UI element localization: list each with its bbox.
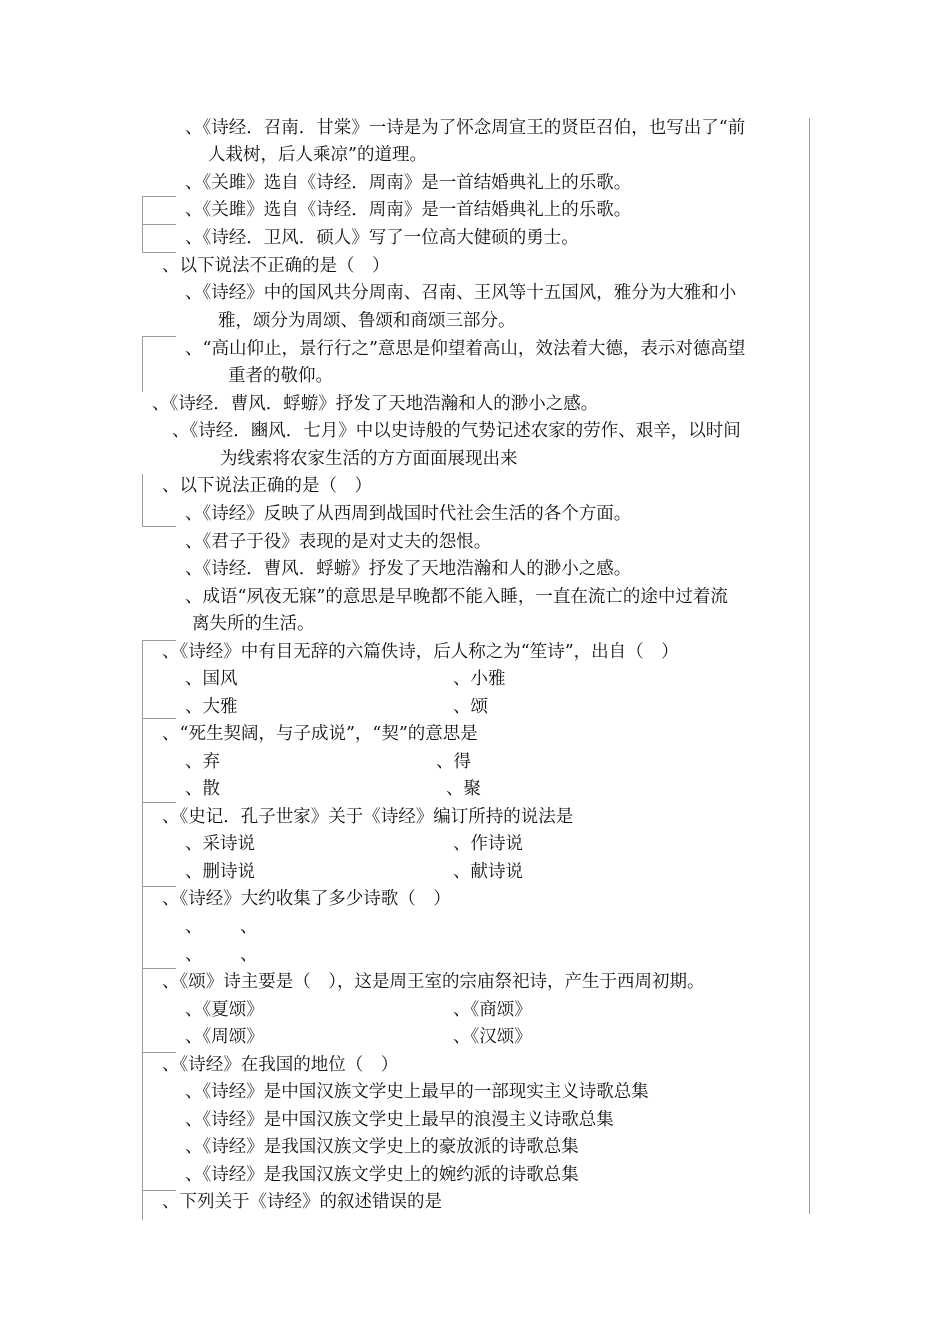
h-rule xyxy=(142,196,176,197)
option-item: 、国风 xyxy=(185,669,238,689)
text-line: 、“死生契阔，与子成说”，“契”的意思是 xyxy=(162,724,478,744)
option-item: 、删诗说 xyxy=(185,862,255,882)
text-line: 、《关雎》选自《诗经．周南》是一首结婚典礼上的乐歌。 xyxy=(185,173,632,193)
text-line: 、《颂》诗主要是（ ），这是周王室的宗庙祭祀诗，产生于西周初期。 xyxy=(162,972,705,992)
option-item: 、聚 xyxy=(446,779,481,799)
text-line: 、成语“夙夜无寐”的意思是早晚都不能入睡，一直在流亡的途中过着流 xyxy=(185,587,728,607)
option-item: 、 xyxy=(240,917,258,937)
h-rule xyxy=(142,252,176,253)
option-item: 、《诗经》是中国汉族文学史上最早的一部现实主义诗歌总集 xyxy=(185,1082,649,1102)
text-line: 、以下说法正确的是（ ） xyxy=(162,476,372,496)
option-item: 、 xyxy=(240,945,258,965)
h-rule xyxy=(142,336,176,337)
h-rule xyxy=(142,968,176,969)
option-item: 、 xyxy=(185,945,203,965)
text-line: 雅，颂分为周颂、鲁颂和商颂三部分。 xyxy=(218,311,516,331)
option-item: 、《周颂》 xyxy=(185,1027,264,1047)
option-item: 、《夏颂》 xyxy=(185,1000,264,1020)
text-line: 、《诗经》大约收集了多少诗歌（ ） xyxy=(162,889,451,909)
option-item: 、献诗说 xyxy=(453,862,523,882)
option-item: 、颂 xyxy=(453,697,488,717)
option-item: 、作诗说 xyxy=(453,834,523,854)
text-line: 重者的敬仰。 xyxy=(228,366,333,386)
h-rule xyxy=(142,224,176,225)
text-line: 、《诗经．召南．甘棠》一诗是为了怀念周宣王的贤臣召伯，也写出了“前 xyxy=(185,118,746,138)
text-line: 、《诗经．豳风．七月》中以史诗般的气势记述农家的劳作、艰辛，以时间 xyxy=(172,421,741,441)
text-line: 、以下说法不正确的是（ ） xyxy=(162,256,390,276)
text-line: 、《君子于役》表现的是对丈夫的怨恨。 xyxy=(185,532,492,552)
option-item: 、《诗经》是我国汉族文学史上的豪放派的诗歌总集 xyxy=(185,1137,579,1157)
text-line: 、《关雎》选自《诗经．周南》是一首结婚典礼上的乐歌。 xyxy=(185,200,632,220)
text-line: 、《诗经》中的国风共分周南、召南、王风等十五国风，雅分为大雅和小 xyxy=(185,283,737,303)
text-line: 为线索将农家生活的方方面面展现出来 xyxy=(220,449,518,469)
text-line: 、《诗经．曹风．蜉蝣》抒发了天地浩瀚和人的渺小之感。 xyxy=(185,559,632,579)
text-line: 、下列关于《诗经》的叙述错误的是 xyxy=(162,1192,442,1212)
option-item: 、《诗经》是我国汉族文学史上的婉约派的诗歌总集 xyxy=(185,1165,579,1185)
text-line: 、《诗经》在我国的地位（ ） xyxy=(162,1055,399,1075)
h-rule xyxy=(142,802,176,803)
option-item: 、大雅 xyxy=(185,697,238,717)
option-item: 、《商颂》 xyxy=(453,1000,532,1020)
option-item: 、散 xyxy=(185,779,220,799)
option-item: 、《诗经》是中国汉族文学史上最早的浪漫主义诗歌总集 xyxy=(185,1110,614,1130)
option-item: 、小雅 xyxy=(453,669,506,689)
text-line: 、《史记．孔子世家》关于《诗经》编订所持的说法是 xyxy=(162,807,574,827)
h-rule xyxy=(142,718,176,719)
right-border-line xyxy=(809,118,810,1214)
option-item: 、采诗说 xyxy=(185,834,255,854)
text-line: 离失所的生活。 xyxy=(192,614,315,634)
text-line: 、“高山仰止，景行行之”意思是仰望着高山，效法着大德，表示对德高望 xyxy=(185,339,746,359)
left-rule xyxy=(142,474,143,526)
text-line: 、《诗经》反映了从西周到战国时代社会生活的各个方面。 xyxy=(185,504,632,524)
text-line: 、《诗经．曹风．蜉蝣》抒发了天地浩瀚和人的渺小之感。 xyxy=(152,394,599,414)
text-line: 、《诗经》中有目无辞的六篇佚诗，后人称之为“笙诗”，出自（ ） xyxy=(162,642,679,662)
text-line: 、《诗经．卫风．硕人》写了一位高大健硕的勇士。 xyxy=(185,228,579,248)
option-item: 、得 xyxy=(436,752,471,772)
text-line: 人栽树，后人乘凉”的道理。 xyxy=(208,145,427,165)
left-rule xyxy=(142,336,143,392)
option-item: 、弃 xyxy=(185,752,220,772)
option-item: 、 xyxy=(185,917,203,937)
h-rule xyxy=(142,526,176,527)
option-item: 、《汉颂》 xyxy=(453,1027,532,1047)
left-rule xyxy=(142,640,143,1220)
